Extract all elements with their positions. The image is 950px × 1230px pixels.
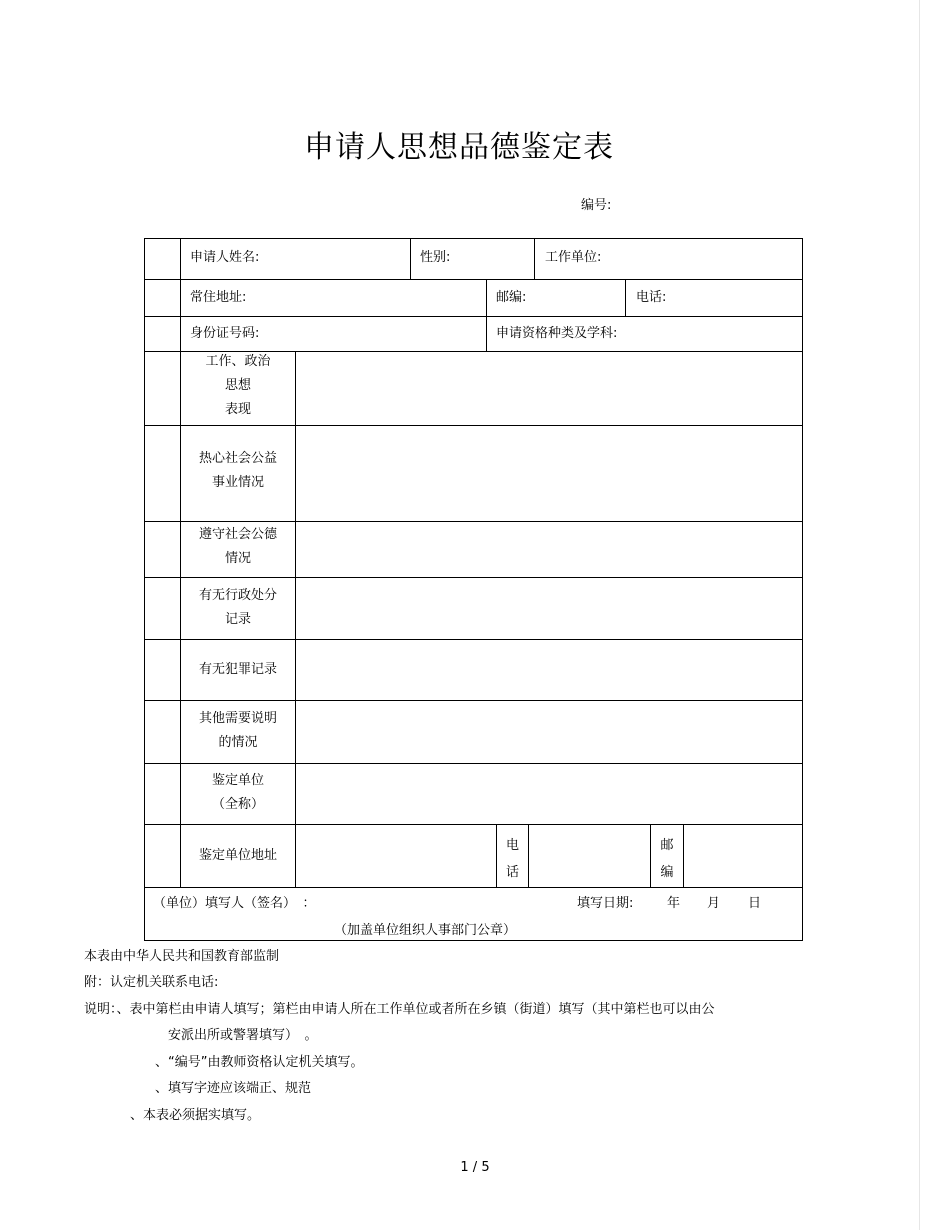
section-label-public-welfare: 热心社会公益 事业情况 <box>198 451 277 490</box>
section-label-appraisal-unit: 鉴定单位 （全称） <box>211 773 264 812</box>
appraisal-phone-label: 电 话 <box>505 838 519 880</box>
document-title: 申请人思想品德鉴定表 <box>304 130 614 165</box>
explanation-2: 、“编号”由教师资格认定机关填写。 <box>155 1055 364 1070</box>
appraisal-address-label: 鉴定单位地址 <box>198 848 277 863</box>
page-indicator: 1 / 5 <box>460 1160 490 1175</box>
section-label-other-notes: 其他需要说明 的情况 <box>198 711 277 750</box>
serial-number-label: 编号: <box>581 198 612 213</box>
phone-label: 电话: <box>636 290 667 305</box>
section-label-admin-penalty: 有无行政处分 记录 <box>198 588 277 627</box>
explanation-3: 、填写字迹应该端正、规范 <box>155 1081 312 1096</box>
gender-label: 性别: <box>420 250 451 265</box>
fill-date-label: 填写日期: <box>577 896 634 911</box>
contact-note: 附：认定机关联系电话: <box>84 975 219 990</box>
supervision-note: 本表由中华人民共和国教育部监制 <box>84 949 280 964</box>
date-year-label: 年 <box>667 896 681 911</box>
employer-label: 工作单位: <box>545 250 602 265</box>
postcode-label: 邮编: <box>496 290 527 305</box>
filler-signature-label: （单位）填写人（签名） ： <box>153 896 316 911</box>
explanation-1-continued: 安派出所或警署填写） 。 <box>168 1028 318 1043</box>
explanation-4: 、本表必须据实填写。 <box>130 1108 261 1123</box>
id-number-label: 身份证号码: <box>190 326 260 341</box>
appraisal-postcode-label: 邮 编 <box>660 838 674 880</box>
explanation-1: 说明：、表中第栏由申请人填写；第栏由申请人所在工作单位或者所在乡镇（街道）填写（其中第栏也可以由公 <box>84 1002 715 1017</box>
seal-note: （加盖单位组织人事部门公章） <box>334 923 517 938</box>
date-month-label: 月 <box>707 896 721 911</box>
applicant-name-label: 申请人姓名: <box>190 250 260 265</box>
address-label: 常住地址: <box>190 290 247 305</box>
section-label-work-political: 工作、政治 思想 表现 <box>205 354 271 417</box>
section-label-criminal-record: 有无犯罪记录 <box>198 662 277 677</box>
date-day-label: 日 <box>748 896 762 911</box>
qualification-label: 申请资格种类及学科: <box>496 326 618 341</box>
section-label-social-morality: 遵守社会公德 情况 <box>198 527 277 566</box>
